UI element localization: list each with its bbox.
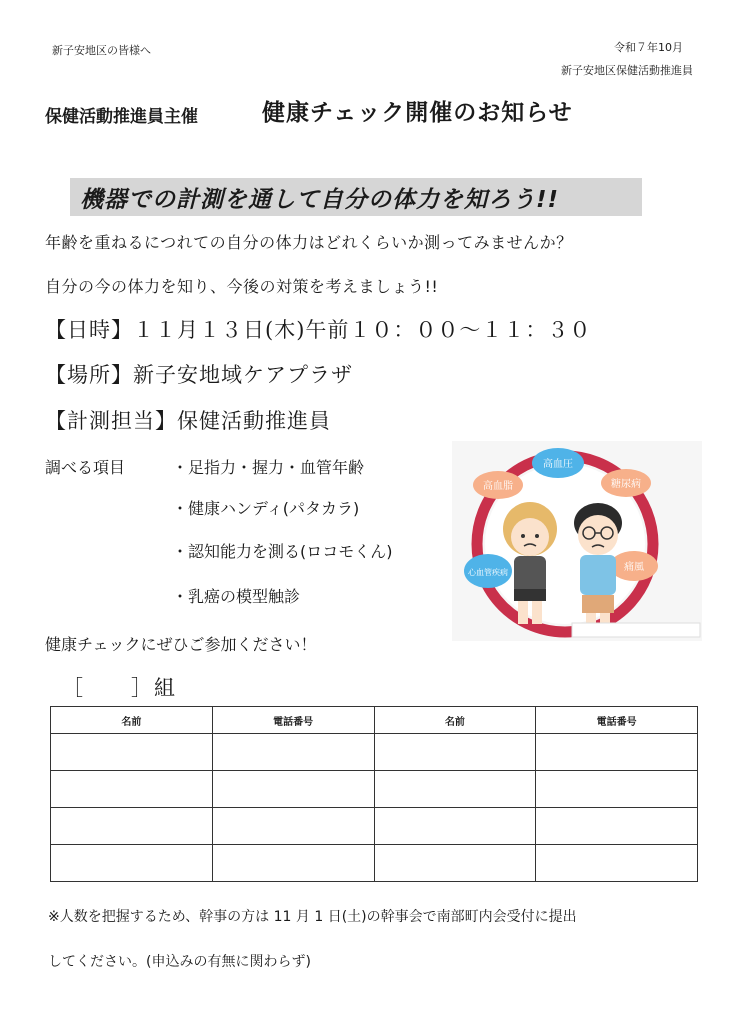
- header-phone-1: 電話番号: [212, 707, 374, 734]
- header-phone-2: 電話番号: [536, 707, 698, 734]
- title-prefix: 保健活動推進員主催: [45, 107, 198, 127]
- header-name-1: 名前: [51, 707, 213, 734]
- bubble-label-4: 痛風: [624, 562, 644, 573]
- table-row: [51, 808, 698, 845]
- phone-cell[interactable]: [212, 808, 374, 845]
- page-title: 健康チェック開催のお知らせ: [262, 100, 573, 126]
- item-breast-model: ・乳癌の模型触診: [172, 587, 301, 606]
- bubble-label-2: 糖尿病: [611, 479, 641, 490]
- name-cell[interactable]: [51, 808, 213, 845]
- table-row: [51, 734, 698, 771]
- header-name-2: 名前: [374, 707, 536, 734]
- name-cell[interactable]: [51, 845, 213, 882]
- name-cell[interactable]: [374, 771, 536, 808]
- health-illustration: [452, 441, 702, 641]
- signup-table: [50, 706, 698, 882]
- phone-cell[interactable]: [212, 845, 374, 882]
- intro-line-1: 年齢を重ねるにつれての自分の体力はどれくらいか測ってみませんか？: [45, 233, 573, 252]
- name-cell[interactable]: [51, 771, 213, 808]
- table-header-row: [51, 707, 698, 734]
- note-line-1: ※人数を把握するため、幹事の方は 11 月 1 日(土)の幹事会で南部町内会受付に提出: [48, 909, 577, 925]
- bubble-hypertension: [532, 448, 584, 478]
- info-datetime: 【日時】１１月１３日(木)午前１０：００～１１：３０: [45, 318, 592, 342]
- banner-text: 機器での計測を通して自分の体力を知ろう!!: [80, 187, 559, 213]
- bubble-label-3: 心血管疾病: [468, 568, 508, 577]
- name-cell[interactable]: [374, 845, 536, 882]
- phone-cell[interactable]: [212, 771, 374, 808]
- phone-cell[interactable]: [536, 734, 698, 771]
- phone-cell[interactable]: [536, 845, 698, 882]
- name-cell[interactable]: [374, 808, 536, 845]
- phone-cell[interactable]: [536, 771, 698, 808]
- bubble-label-0: 高血圧: [543, 459, 573, 470]
- group-label: ［ ］組: [62, 676, 177, 700]
- table-row: [51, 771, 698, 808]
- info-place: 【場所】新子安地域ケアプラザ: [45, 363, 353, 387]
- invite-text: 健康チェックにぜひご参加ください！: [45, 635, 317, 654]
- intro-line-2: 自分の今の体力を知り、今後の対策を考えましょう!!: [45, 277, 439, 296]
- item-cognitive: ・認知能力を測る(ロコモくん): [172, 542, 393, 561]
- name-cell[interactable]: [374, 734, 536, 771]
- issue-date: 令和７年10月: [614, 41, 683, 54]
- addressee: 新子安地区の皆様へ: [52, 44, 151, 57]
- sender: 新子安地区保健活動推進員: [561, 64, 693, 77]
- table-row: [51, 845, 698, 882]
- name-cell[interactable]: [51, 734, 213, 771]
- bubble-cardiovascular: [464, 554, 512, 588]
- phone-cell[interactable]: [212, 734, 374, 771]
- bubble-gout: [610, 551, 658, 581]
- bubble-hyperlipidemia: [473, 471, 523, 499]
- item-health-handy: ・健康ハンディ(パタカラ): [172, 499, 360, 518]
- info-staff: 【計測担当】保健活動推進員: [45, 409, 331, 433]
- item-foot-grip-vascular: ・足指力・握力・血管年齢: [172, 458, 365, 477]
- bubble-label-1: 高血脂: [483, 481, 513, 492]
- items-label: 調べる項目: [45, 458, 126, 477]
- health-illustration-svg: [452, 441, 702, 641]
- phone-cell[interactable]: [536, 808, 698, 845]
- bubble-diabetes: [601, 469, 651, 497]
- note-line-2: してください。(申込みの有無に関わらず): [48, 954, 311, 970]
